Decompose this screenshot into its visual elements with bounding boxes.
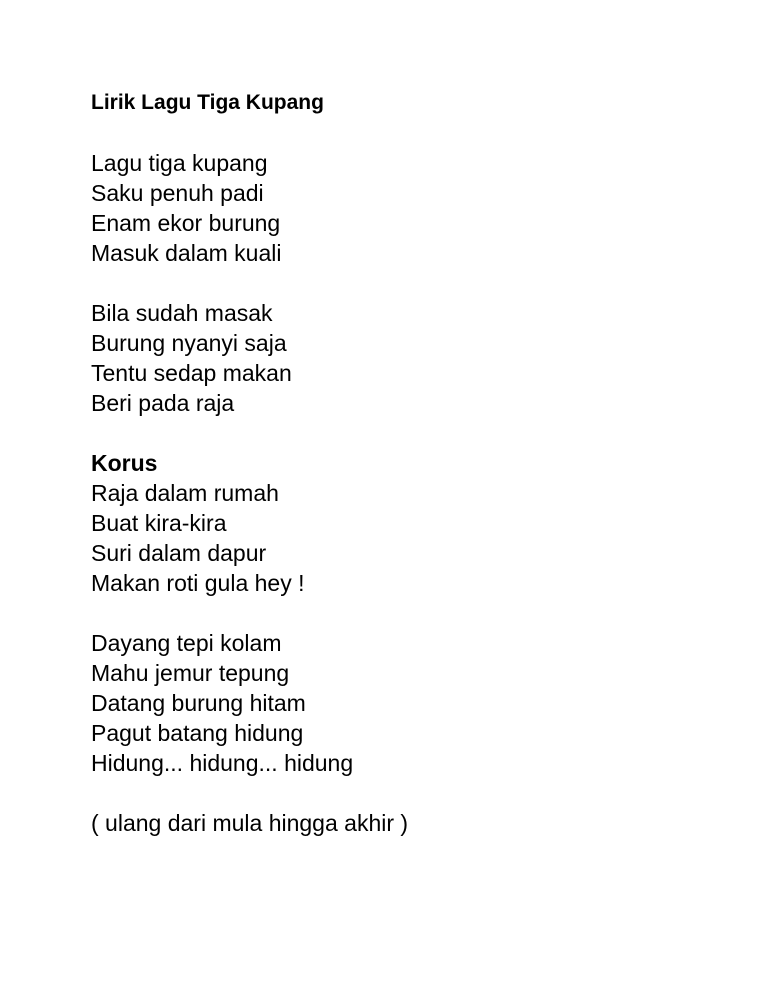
lyric-line: Dayang tepi kolam (91, 630, 282, 656)
lyric-line: Bila sudah masak (91, 300, 273, 326)
lyric-line: Buat kira-kira (91, 510, 227, 536)
lyric-line: Pagut batang hidung (91, 720, 304, 746)
lyric-line: Tentu sedap makan (91, 360, 292, 386)
lyric-line: Hidung... hidung... hidung (91, 750, 354, 776)
chorus (91, 448, 711, 598)
lyric-line: Makan roti gula hey ! (91, 570, 305, 596)
lyrics-page (91, 88, 711, 838)
lyric-line: Mahu jemur tepung (91, 660, 290, 686)
lyric-line: Suri dalam dapur (91, 540, 267, 566)
chorus-heading: Korus (91, 450, 158, 476)
lyric-line: Saku penuh padi (91, 180, 264, 206)
stanza-1 (91, 148, 711, 268)
lyric-line: Burung nyanyi saja (91, 330, 287, 356)
lyric-line: Enam ekor burung (91, 210, 281, 236)
lyric-line: Masuk dalam kuali (91, 240, 282, 266)
lyric-line: Lagu tiga kupang (91, 150, 268, 176)
stanza-2 (91, 298, 711, 418)
lyrics-title: Lirik Lagu Tiga Kupang (91, 91, 324, 114)
repeat-note: ( ulang dari mula hingga akhir ) (91, 810, 409, 836)
lyric-line: Raja dalam rumah (91, 480, 279, 506)
lyric-line: Beri pada raja (91, 390, 235, 416)
stanza-3 (91, 628, 711, 778)
lyric-line: Datang burung hitam (91, 690, 306, 716)
